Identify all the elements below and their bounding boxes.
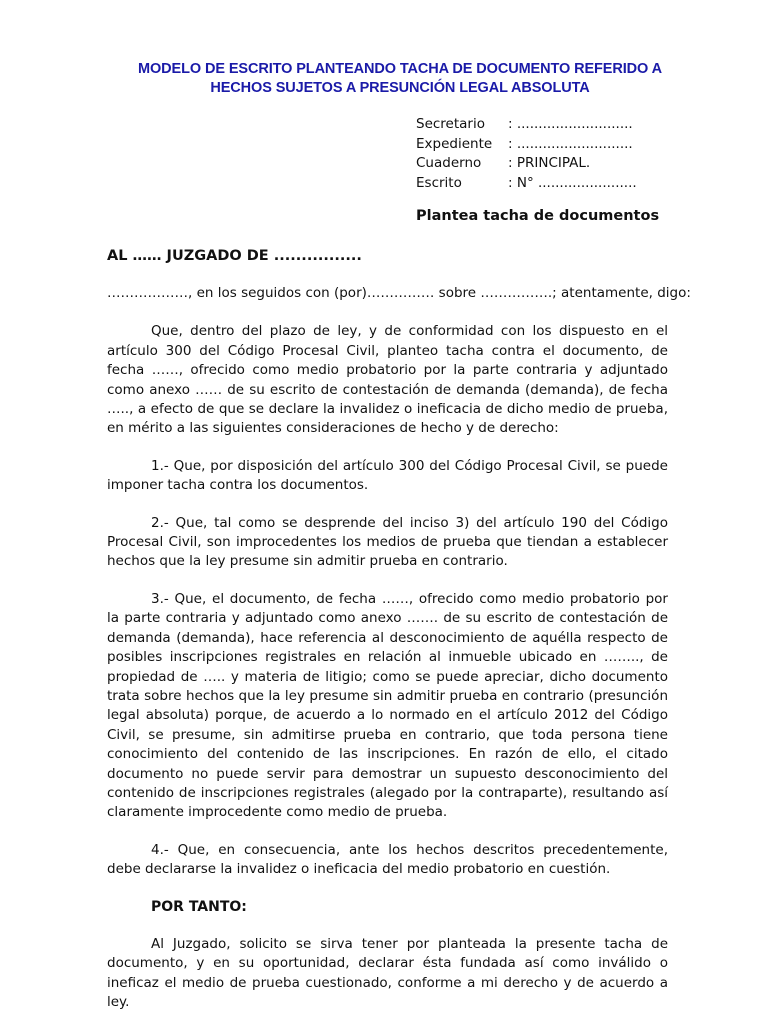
meta-row-secretario bbox=[416, 115, 637, 135]
title-line-2: HECHOS SUJETOS A PRESUNCIÓN LEGAL ABSOLUTA bbox=[210, 80, 590, 96]
addressee-line: AL …… JUZGADO DE ................ bbox=[107, 248, 362, 264]
paragraph-main: Que, dentro del plazo de ley, y de conformidad con los dispuesto en el artículo 300 del Código Procesal Civil, planteo tacha contra el documento, de fecha ……, ofrecido como medio probatorio por la parte contraria y adjuntado como anexo …… de su escrito de contestación de demanda (demanda), de fecha ….., a efecto de que se declare la invalidez o ineficacia de dicho medio de prueba, en mérito a las siguientes consideraciones de hecho y de derecho: bbox=[107, 323, 668, 437]
por-tanto-heading: POR TANTO: bbox=[151, 898, 247, 915]
meta-label: Secretario bbox=[416, 116, 485, 132]
document-title bbox=[100, 60, 700, 98]
paragraph-3: 3.- Que, el documento, de fecha ……, ofrecido como medio probatorio por la parte contraria y adjuntado como anexo ……. de su escrito de contestación de demanda (demanda), hace referencia al desconocimiento de aquélla respecto de posibles inscripciones registrales en relación al inmueble ubicado en …….., de propiedad de ….. y materia de litigio; como se puede apreciar, dicho documento trata sobre hechos que la ley presume sin admitir prueba en contrario (presunción legal absoluta) porque, de acuerdo a lo normado en el artículo 2012 del Código Civil, se presume, sin admitirse prueba en contrario, que toda persona tiene conocimiento del contenido de las inscripciones. En razón de ello, el citado documento no puede servir para demostrar un supuesto desconocimiento del contenido de inscripciones registrales (alegado por la contraparte), resultando así claramente improcedente como medio de prueba. bbox=[107, 590, 668, 821]
meta-value: : N° ....................... bbox=[508, 174, 637, 191]
intro-paragraph: ………………, en los seguidos con (por)…………… sobre …………….; atentamente, digo: bbox=[107, 285, 691, 301]
meta-value: : PRINCIPAL. bbox=[508, 155, 591, 171]
paragraph-4: 4.- Que, en consecuencia, ante los hechos descritos precedentemente, debe declararse la invalidez o ineficacia del medio probatorio en cuestión. bbox=[107, 841, 668, 878]
title-line-1: MODELO DE ESCRITO PLANTEANDO TACHA DE DOCUMENTO REFERIDO A bbox=[137, 61, 662, 77]
meta-label: Cuaderno bbox=[416, 155, 482, 171]
meta-row-cuaderno bbox=[416, 154, 637, 174]
closing-paragraph: Al Juzgado, solicito se sirva tener por planteada la presente tacha de documento, y en su oportunidad, declarar ésta fundada así como inválido o ineficaz el medio de prueba cuestionado, conforme a mi derecho y de acuerdo a ley. bbox=[107, 935, 668, 1011]
meta-row-escrito bbox=[416, 174, 637, 194]
meta-row-expediente bbox=[416, 135, 637, 155]
paragraph-1: 1.- Que, por disposición del artículo 300 del Código Procesal Civil, se puede imponer tacha contra los documentos. bbox=[107, 457, 668, 494]
subject-line: Plantea tacha de documentos bbox=[416, 208, 660, 224]
case-metadata bbox=[416, 115, 637, 193]
paragraph-2: 2.- Que, tal como se desprende del inciso 3) del artículo 190 del Código Procesal Civil, son improcedentes los medios de prueba que tiendan a establecer hechos que la ley presume sin admitir prueba en contrario. bbox=[107, 514, 668, 570]
meta-value: : ........................... bbox=[508, 116, 633, 132]
meta-label: Escrito bbox=[416, 174, 462, 191]
document-body bbox=[107, 284, 691, 1031]
meta-value: : ........................... bbox=[508, 135, 633, 152]
meta-label: Expediente bbox=[416, 135, 493, 152]
